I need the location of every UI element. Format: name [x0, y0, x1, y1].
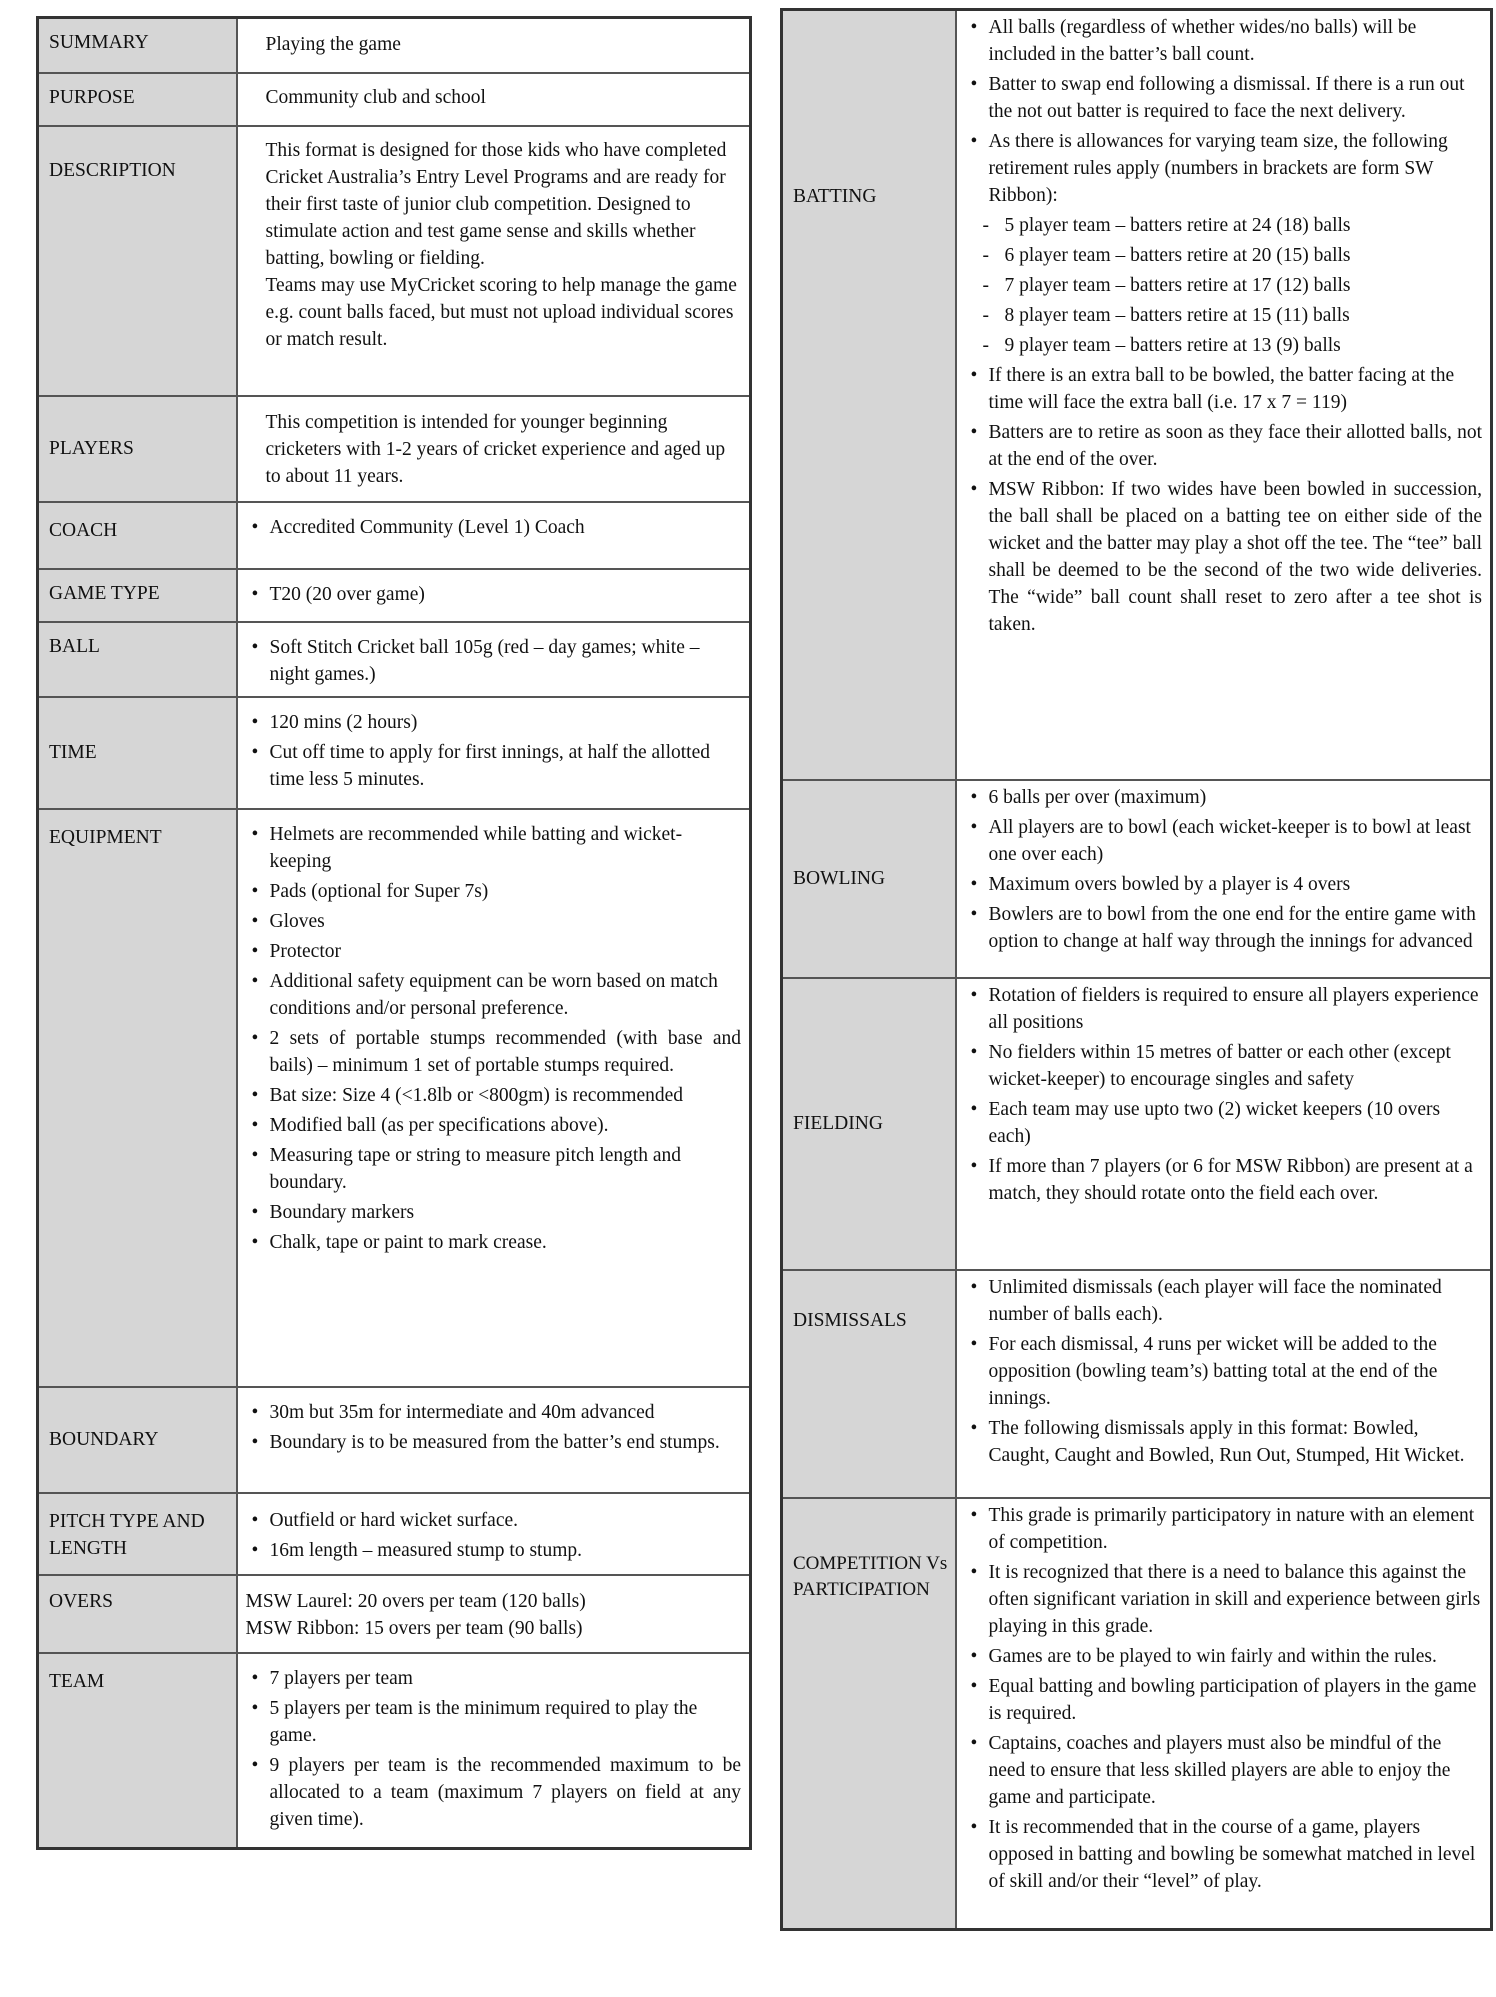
list-item: • Bat size: Size 4 (<1.8lb or <800gm) is recommended: [246, 1082, 742, 1109]
bullet-list: [246, 709, 742, 793]
row-competition: [782, 1498, 1492, 1930]
list-item: • Additional safety equipment can be worn based on match conditions and/or personal preference.: [246, 968, 742, 1022]
list-item: - 5 player team – batters retire at 24 (18) balls: [965, 212, 1483, 239]
list-item: • This grade is primarily participatory in nature with an element of competition.: [965, 1502, 1483, 1556]
bullet-list: [246, 1665, 742, 1833]
row-label: COACH: [38, 502, 237, 569]
row-players: [38, 396, 751, 502]
list-item: • Modified ball (as per specifications above).: [246, 1112, 742, 1139]
list-item: • 7 players per team: [246, 1665, 742, 1692]
row-purpose: [38, 73, 751, 126]
list-item: • 2 sets of portable stumps recommended (with base and bails) – minimum 1 set of portable stumps required.: [246, 1025, 742, 1079]
row-label: BOWLING: [782, 780, 956, 978]
row-text: Playing the game: [265, 34, 401, 55]
list-item: • Chalk, tape or paint to mark crease.: [246, 1229, 742, 1256]
list-item: • MSW Ribbon: If two wides have been bowled in succession, the ball shall be placed on a batting tee on either side of the wicket and the batter may play a shot off the tee. The “tee” ball shall be deemed to be the second of the two wide deliveries. The “wide” ball count shall reset to zero after a tee shot is taken.: [965, 476, 1483, 638]
row-label: DESCRIPTION: [38, 126, 237, 396]
retirement-list: [965, 212, 1483, 359]
row-label: TEAM: [38, 1653, 237, 1849]
list-item: • Measuring tape or string to measure pitch length and boundary.: [246, 1142, 742, 1196]
row-label: EQUIPMENT: [38, 809, 237, 1387]
row-coach: [38, 502, 751, 569]
list-item: • It is recommended that in the course of a game, players opposed in batting and bowling be somewhat matched in level of skill and/or their “level” of play.: [965, 1814, 1483, 1895]
bullet-list: [965, 362, 1483, 638]
list-item: • Boundary markers: [246, 1199, 742, 1226]
list-item: • Soft Stitch Cricket ball 105g (red – day games; white – night games.): [246, 634, 742, 688]
bullet-list: [246, 821, 742, 1256]
row-dismissals: [782, 1270, 1492, 1498]
list-item: • Accredited Community (Level 1) Coach: [246, 514, 742, 541]
bullet-list: [965, 1274, 1483, 1469]
bullet-list: [246, 1399, 742, 1456]
list-item: • If more than 7 players (or 6 for MSW Ribbon) are present at a match, they should rotate onto the field each over.: [965, 1153, 1483, 1207]
bullet-list: [246, 581, 742, 608]
list-item: • The following dismissals apply in this format: Bowled, Caught, Caught and Bowled, Run Out, Stumped, Hit Wicket.: [965, 1415, 1483, 1469]
row-label: COMPETITION Vs PARTICIPATION: [782, 1498, 956, 1930]
bullet-list: [246, 514, 742, 541]
list-item: • Helmets are recommended while batting and wicket-keeping: [246, 821, 742, 875]
row-label: OVERS: [38, 1575, 237, 1653]
list-item: • Games are to be played to win fairly and within the rules.: [965, 1643, 1483, 1670]
list-item: • Equal batting and bowling participation of players in the game is required.: [965, 1673, 1483, 1727]
row-overs: [38, 1575, 751, 1653]
list-item: • 16m length – measured stump to stump.: [246, 1537, 742, 1564]
list-item: - 8 player team – batters retire at 15 (11) balls: [965, 302, 1483, 329]
row-pitch: [38, 1493, 751, 1575]
row-label: TIME: [38, 697, 237, 809]
row-label: BOUNDARY: [38, 1387, 237, 1493]
bullet-list: [965, 1502, 1483, 1895]
row-text: MSW Laurel: 20 overs per team (120 balls): [245, 1590, 586, 1612]
list-item: • Boundary is to be measured from the batter’s end stumps.: [246, 1429, 742, 1456]
row-label: GAME TYPE: [38, 569, 237, 622]
row-equipment: [38, 809, 751, 1387]
list-item: • Rotation of fielders is required to ensure all players experience all positions: [965, 982, 1483, 1036]
row-batting: [782, 10, 1492, 780]
row-summary: [38, 18, 751, 73]
row-label: FIELDING: [782, 978, 956, 1270]
row-team: [38, 1653, 751, 1849]
list-item: • For each dismissal, 4 runs per wicket will be added to the opposition (bowling team’s) batting total at the end of the innings.: [965, 1331, 1483, 1412]
row-text: This format is designed for those kids who have completed Cricket Australia’s Entry Level Programs and are ready for their first taste of junior club competition. Designed to stimulate action and test game sense and skills whether batting, bowling or fielding.: [265, 139, 727, 269]
row-label: SUMMARY: [38, 18, 237, 73]
row-text: Community club and school: [265, 86, 486, 108]
list-item: • It is recognized that there is a need to balance this against the often significant variation in skill and experience between girls playing in this grade.: [965, 1559, 1483, 1640]
row-label: PLAYERS: [38, 396, 237, 502]
bullet-list: [965, 982, 1483, 1207]
list-item: • As there is allowances for varying team size, the following retirement rules apply (numbers in brackets are form SW Ribbon):: [965, 128, 1483, 209]
row-text: This competition is intended for younger beginning cricketers with 1-2 years of cricket experience and aged up to about 11 years.: [265, 411, 726, 487]
list-item: • If there is an extra ball to be bowled, the batter facing at the time will face the extra ball (i.e. 17 x 7 = 119): [965, 362, 1483, 416]
list-item: • Unlimited dismissals (each player will face the nominated number of balls each).: [965, 1274, 1483, 1328]
row-game-type: [38, 569, 751, 622]
list-item: • 9 players per team is the recommended maximum to be allocated to a team (maximum 7 players on field at any given time).: [246, 1752, 742, 1833]
bullet-list: [965, 784, 1483, 955]
list-item: • Gloves: [246, 908, 742, 935]
bullet-list: [246, 1507, 742, 1564]
row-label: BALL: [38, 622, 237, 697]
list-item: • All balls (regardless of whether wides/no balls) will be included in the batter’s ball count.: [965, 14, 1483, 68]
row-label: DISMISSALS: [782, 1270, 956, 1498]
list-item: • Each team may use upto two (2) wicket keepers (10 overs each): [965, 1096, 1483, 1150]
right-rules-table: [780, 8, 1493, 1931]
row-text: MSW Ribbon: 15 overs per team (90 balls): [245, 1617, 583, 1639]
list-item: • 120 mins (2 hours): [246, 709, 742, 736]
list-item: • Maximum overs bowled by a player is 4 overs: [965, 871, 1483, 898]
list-item: • Cut off time to apply for first innings, at half the allotted time less 5 minutes.: [246, 739, 742, 793]
bullet-list: [965, 14, 1483, 209]
row-ball: [38, 622, 751, 697]
row-label: BATTING: [782, 10, 956, 780]
list-item: • Pads (optional for Super 7s): [246, 878, 742, 905]
list-item: • All players are to bowl (each wicket-keeper is to bowl at least one over each): [965, 814, 1483, 868]
row-time: [38, 697, 751, 809]
list-item: • T20 (20 over game): [246, 581, 742, 608]
list-item: • Protector: [246, 938, 742, 965]
list-item: • 6 balls per over (maximum): [965, 784, 1483, 811]
list-item: • Captains, coaches and players must also be mindful of the need to ensure that less skilled players are able to enjoy the game and participate.: [965, 1730, 1483, 1811]
list-item: • Bowlers are to bowl from the one end for the entire game with option to change at half way through the innings for advanced: [965, 901, 1483, 955]
row-fielding: [782, 978, 1492, 1270]
row-label: PURPOSE: [38, 73, 237, 126]
left-rules-table: [36, 16, 752, 1850]
list-item: • Outfield or hard wicket surface.: [246, 1507, 742, 1534]
row-label: PITCH TYPE AND LENGTH: [38, 1493, 237, 1575]
bullet-list: [246, 634, 742, 688]
row-description: [38, 126, 751, 396]
row-boundary: [38, 1387, 751, 1493]
row-bowling: [782, 780, 1492, 978]
list-item: • Batter to swap end following a dismissal. If there is a run out the not out batter is required to face the next delivery.: [965, 71, 1483, 125]
list-item: - 9 player team – batters retire at 13 (9) balls: [965, 332, 1483, 359]
row-text: Teams may use MyCricket scoring to help manage the game e.g. count balls faced, but must not upload individual scores or match result.: [265, 274, 737, 350]
list-item: • Batters are to retire as soon as they face their allotted balls, not at the end of the over.: [965, 419, 1483, 473]
list-item: • 5 players per team is the minimum required to play the game.: [246, 1695, 742, 1749]
list-item: - 6 player team – batters retire at 20 (15) balls: [965, 242, 1483, 269]
list-item: • No fielders within 15 metres of batter or each other (except wicket-keeper) to encourage singles and safety: [965, 1039, 1483, 1093]
list-item: • 30m but 35m for intermediate and 40m advanced: [246, 1399, 742, 1426]
list-item: - 7 player team – batters retire at 17 (12) balls: [965, 272, 1483, 299]
